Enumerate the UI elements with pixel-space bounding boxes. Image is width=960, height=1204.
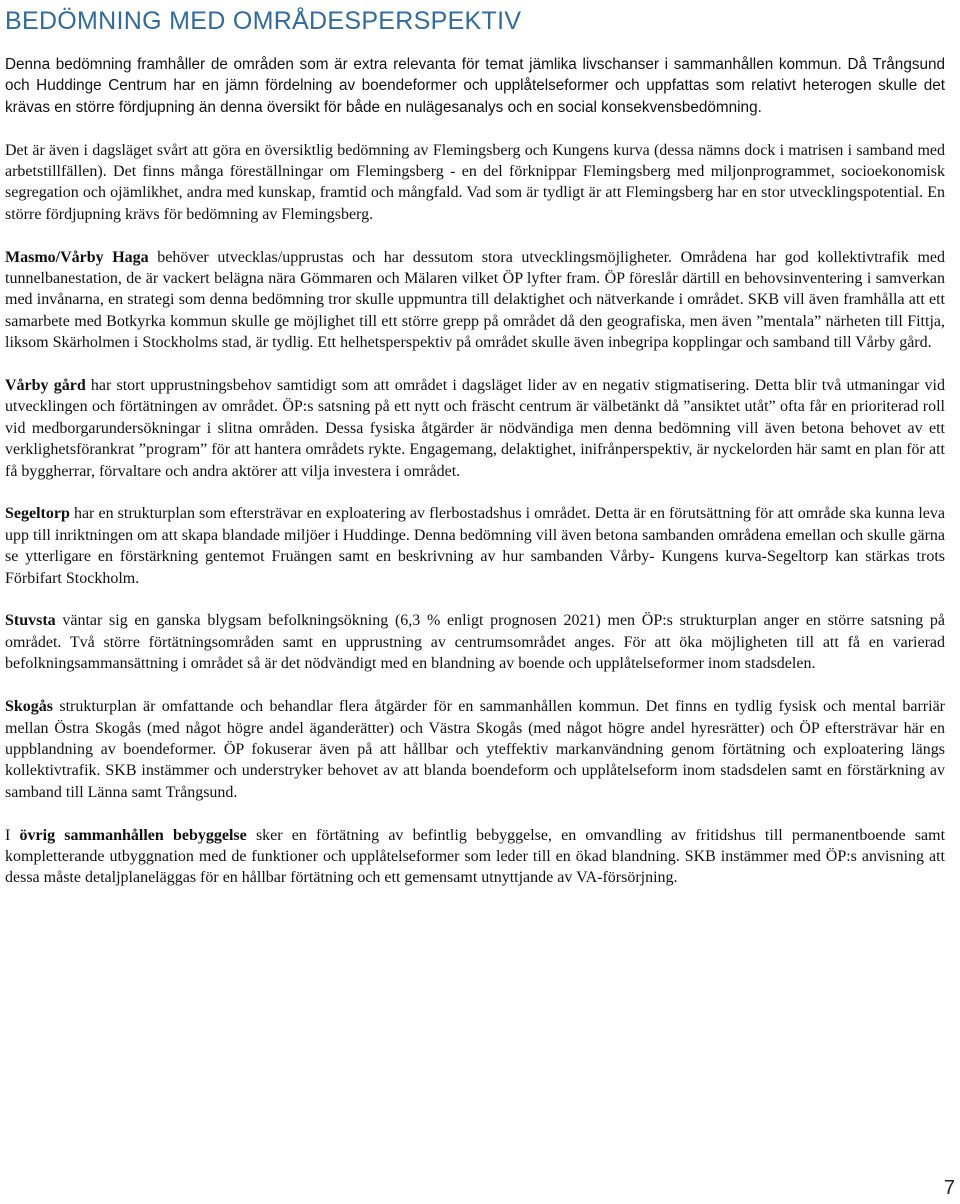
paragraph-text: väntar sig en ganska blygsam befolkningsökning (6,3 % enligt prognosen 2021) men ÖP:s strukturplan anger en större satsning på området. Två större förtätningsområden samt en upprustning av centrumsområdet anges. För att öka möjligheten till att få en varierad befolkningsammansättning i området så är det nödvändigt med en blandning av boende och upplåtelseformer inom stadsdelen. [5, 612, 945, 673]
paragraph-text: behöver utvecklas/upprustas och har dessutom stora utvecklingsmöjligheter. Områdena har god kollektivtrafik med tunnelbanestation, de är vackert belägna nära Gömmaren och Mälaren vilket ÖP lyfter fram. ÖP föreslår därtill en behovsinventering i samverkan med invånarna, en strategi som denna bedömning tror skulle uppmuntra till delaktighet och nätverkande i området. SKB vill även framhålla att ett samarbete med Botkyrka kommun skulle ge möjlighet till ett större grepp på området då den geografiska, men även ”mentala” närheten till Fittja, liksom Skärholmen i Stockholms stad, är tydlig. Ett helhetsperspektiv på området skulle även inbegripa kopplingar och samband till Vårby gård. [5, 248, 945, 352]
paragraph-lead-term: övrig sammanhållen bebyggelse [19, 826, 247, 844]
paragraph-text: sker en förtätning av befintlig bebyggelse, en omvandling av fritidshus till permanentboende samt kompletterande utbyggnation med de funktioner och upplåtelseformer som leder till en ökad blandning. SKB instämmer med ÖP:s anvisning att dessa måste detaljplaneläggas för en hållbar förtätning och ett gemensamt utnyttjande av VA-försörjning. [5, 826, 946, 887]
paragraph-text: har stort upprustningsbehov samtidigt som att området i dagsläget lider av en negativ stigmatisering. Detta blir två utmaningar vid utvecklingen och förtätningen av området. ÖP:s satsning på ett nytt och fräscht centrum är välbetänkt då ”ansiktet utåt” ofta får en prioriterad roll vid medborgarundersökningar i slitna områden. Dessa fysiska åtgärder är nödvändiga men denna bedömning vill även betona behovet av ett verklighetsförankrat ”program” för att hantera områdets rykte. Engagemang, delaktighet, inifrånperspektiv, är nyckelorden här samt en plan för att få byggherrar, förvaltare och andra aktörer att vilja investera i området. [5, 377, 945, 480]
paragraph-lead-term: Stuvsta [5, 612, 56, 630]
paragraph-lead-term: Segeltorp [5, 505, 70, 523]
paragraph-varby-gard [5, 375, 945, 482]
paragraph-text: Det är även i dagsläget svårt att göra en översiktlig bedömning av Flemingsberg och Kungens kurva (dessa nämns dock i matrisen i samband med arbetstillfällen). Det finns många föreställningar om Flemingsberg - en del förknippar Flemingsberg med miljonprogrammet, socioekonomisk segregation och ojämlikhet, andra med kunskap, framtid och mångfald. Vad som är tydligt är att Flemingsberg har en stor utvecklingspotential. En större fördjupning krävs för bedömning av Flemingsberg. [5, 141, 945, 223]
paragraph-flemingsberg [5, 140, 945, 226]
paragraph-lead-term: Skogås [5, 698, 54, 716]
paragraph-segeltorp [5, 503, 945, 589]
paragraph-skogas [5, 696, 945, 803]
paragraph-text: har en strukturplan som eftersträvar en exploatering av flerbostadshus i området. Detta är en förutsättning för att område ska kunna leva upp till inriktningen om att skapa blandade miljöer i Huddinge. Denna bedömning vill även betona sambanden områdena emellan och skulle gärna se ytterligare en förstärkning gentemot Fruängen samt en beskrivning av hur sambanden Vårby- Kungens kurva-Segeltorp kan stärkas trots Förbifart Stockholm. [5, 505, 945, 587]
paragraph-ovrig-bebyggelse [5, 825, 945, 889]
paragraph-prefix: I [5, 826, 20, 844]
paragraph-lead-term: Vårby gård [5, 377, 86, 395]
paragraph-text: Denna bedömning framhåller de områden som är extra relevanta för temat jämlika livschanser i sammanhållen kommun. Då Trångsund och Huddinge Centrum har en jämn fördelning av boendeformer och upplåtelseformer och uppfattas som relativt heterogen skulle det krävas en större fördjupning än denna översikt för både en nulägesanalys och en social konsekvensbedömning. [5, 56, 945, 116]
paragraph-masmo-varby-haga [5, 247, 945, 354]
section-heading: BEDÖMNING MED OMRÅDESPERSPEKTIV [5, 7, 522, 35]
paragraph-text: strukturplan är omfattande och behandlar flera åtgärder för en sammanhållen kommun. Det finns en tydlig fysisk och mental barriär mellan Östra Skogås (med något högre andel äganderätter) och Västra Skogås (med något högre andel hyresrätter) och ÖP eftersträvar här en uppblandning av boendeformer. ÖP fokuserar även på att hållbar och yteffektiv markanvändning genom förtätning och exploatering längs kollektivtrafik. SKB instämmer och understryker behovet av att blanda boendeform och upplåtelseform inom stadsdelen samt en förstärkning av samband till Länna samt Trångsund. [5, 698, 945, 801]
paragraph-stuvsta [5, 610, 945, 674]
page-number: 7 [943, 1177, 955, 1199]
body-text [5, 54, 945, 910]
paragraph-intro [5, 54, 945, 118]
paragraph-lead-term: Masmo/Vårby Haga [5, 248, 149, 266]
